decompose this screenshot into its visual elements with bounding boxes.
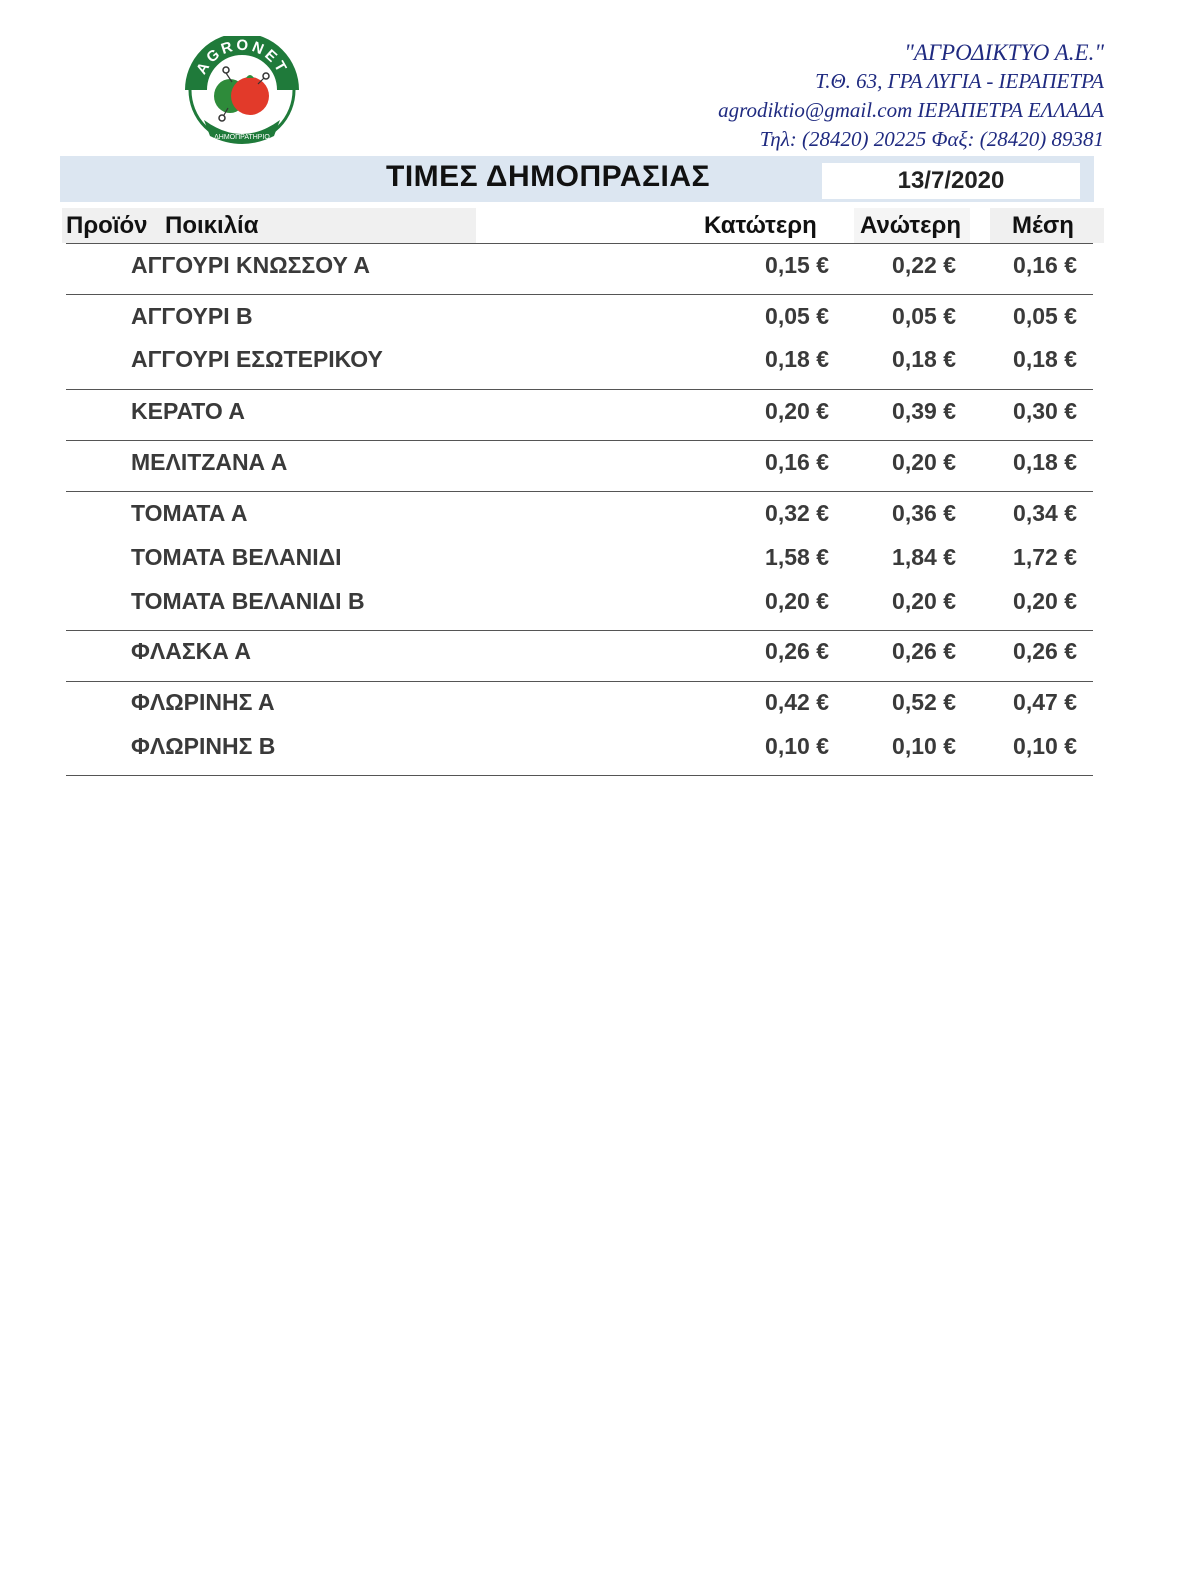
auction-date: 13/7/2020	[897, 167, 1005, 194]
avg-price-cell: 0,16 €	[1013, 252, 1077, 278]
avg-price-cell: 0,34 €	[1013, 500, 1077, 526]
avg-price-cell: 0,10 €	[1013, 733, 1077, 759]
variety-cell: ΚΕΡΑΤΟ Α	[131, 398, 245, 424]
variety-cell: ΦΛΩΡΙΝΗΣ Β	[131, 733, 276, 759]
company-address: Τ.Θ. 63, ΓΡΑ ΛΥΓΙΑ - ΙΕΡΑΠΕΤΡΑ	[815, 69, 1104, 93]
group-divider	[66, 294, 1093, 295]
table-row	[0, 544, 1200, 574]
high-price-cell: 0,20 €	[892, 449, 956, 475]
variety-cell: ΦΛΩΡΙΝΗΣ Α	[131, 689, 275, 715]
avg-price-cell: 0,05 €	[1013, 303, 1077, 329]
high-price-cell: 0,22 €	[892, 252, 956, 278]
agronet-logo	[182, 36, 302, 148]
svg-text:AGRONET: AGRONET	[193, 36, 292, 78]
variety-cell: ΤΟΜΑΤΑ ΒΕΛΑΝΙΔΙ Β	[131, 588, 365, 614]
low-price-cell: 1,58 €	[765, 544, 829, 570]
group-divider	[66, 681, 1093, 682]
avg-price-cell: 0,47 €	[1013, 689, 1077, 715]
high-price-cell: 0,36 €	[892, 500, 956, 526]
group-divider	[66, 389, 1093, 390]
variety-cell: ΜΕΛΙΤΖΑΝΑ Α	[131, 449, 288, 475]
avg-price-cell: 0,18 €	[1013, 346, 1077, 372]
avg-price-cell: 1,72 €	[1013, 544, 1077, 570]
table-row	[0, 346, 1200, 376]
low-price-cell: 0,26 €	[765, 638, 829, 664]
table-row	[0, 252, 1200, 282]
column-header-low: Κατώτερη	[704, 212, 817, 239]
table-row	[0, 449, 1200, 479]
low-price-cell: 0,18 €	[765, 346, 829, 372]
low-price-cell: 0,15 €	[765, 252, 829, 278]
column-header-avg: Μέση	[1012, 212, 1074, 239]
column-header-high: Ανώτερη	[860, 212, 962, 239]
page-title: ΤΙΜΕΣ ΔΗΜΟΠΡΑΣΙΑΣ	[386, 160, 711, 193]
variety-cell: ΦΛΑΣΚΑ Α	[131, 638, 251, 664]
variety-cell: ΑΓΓΟΥΡΙ Β	[131, 303, 253, 329]
svg-text:ΔΗΜΟΠΡΑΤΗΡΙΟ: ΔΗΜΟΠΡΑΤΗΡΙΟ	[214, 134, 270, 141]
company-phone-line: Τηλ: (28420) 20225 Φαξ: (28420) 89381	[759, 127, 1104, 151]
low-price-cell: 0,20 €	[765, 588, 829, 614]
header-divider	[66, 243, 1093, 244]
avg-price-cell: 0,30 €	[1013, 398, 1077, 424]
high-price-cell: 0,20 €	[892, 588, 956, 614]
group-divider	[66, 440, 1093, 441]
low-price-cell: 0,10 €	[765, 733, 829, 759]
low-price-cell: 0,05 €	[765, 303, 829, 329]
group-divider	[66, 491, 1093, 492]
avg-price-cell: 0,20 €	[1013, 588, 1077, 614]
variety-cell: ΑΓΓΟΥΡΙ ΚΝΩΣΣΟΥ Α	[131, 252, 370, 278]
table-row	[0, 398, 1200, 428]
low-price-cell: 0,20 €	[765, 398, 829, 424]
column-header-variety: Ποικιλία	[165, 212, 259, 239]
table-row	[0, 638, 1200, 668]
high-price-cell: 0,10 €	[892, 733, 956, 759]
company-email-line: agrodiktio@gmail.com ΙΕΡΑΠΕΤΡΑ ΕΛΛΑΔΑ	[718, 98, 1104, 122]
low-price-cell: 0,32 €	[765, 500, 829, 526]
group-divider	[66, 775, 1093, 776]
low-price-cell: 0,42 €	[765, 689, 829, 715]
high-price-cell: 0,39 €	[892, 398, 956, 424]
table-row	[0, 733, 1200, 763]
column-header-product: Προϊόν	[66, 212, 148, 239]
low-price-cell: 0,16 €	[765, 449, 829, 475]
avg-price-cell: 0,26 €	[1013, 638, 1077, 664]
avg-price-cell: 0,18 €	[1013, 449, 1077, 475]
variety-cell: ΤΟΜΑΤΑ ΒΕΛΑΝΙΔΙ	[131, 544, 342, 570]
table-row	[0, 500, 1200, 530]
table-row	[0, 303, 1200, 333]
table-row	[0, 588, 1200, 618]
table-row	[0, 689, 1200, 719]
high-price-cell: 0,18 €	[892, 346, 956, 372]
variety-cell: ΑΓΓΟΥΡΙ ΕΣΩΤΕΡΙΚΟΥ	[131, 346, 383, 372]
high-price-cell: 0,52 €	[892, 689, 956, 715]
high-price-cell: 0,26 €	[892, 638, 956, 664]
variety-cell: ΤΟΜΑΤΑ Α	[131, 500, 248, 526]
group-divider	[66, 630, 1093, 631]
company-name: "ΑΓΡΟΔΙΚΤΥΟ Α.Ε."	[904, 40, 1104, 65]
high-price-cell: 1,84 €	[892, 544, 956, 570]
company-info	[718, 38, 1104, 154]
high-price-cell: 0,05 €	[892, 303, 956, 329]
